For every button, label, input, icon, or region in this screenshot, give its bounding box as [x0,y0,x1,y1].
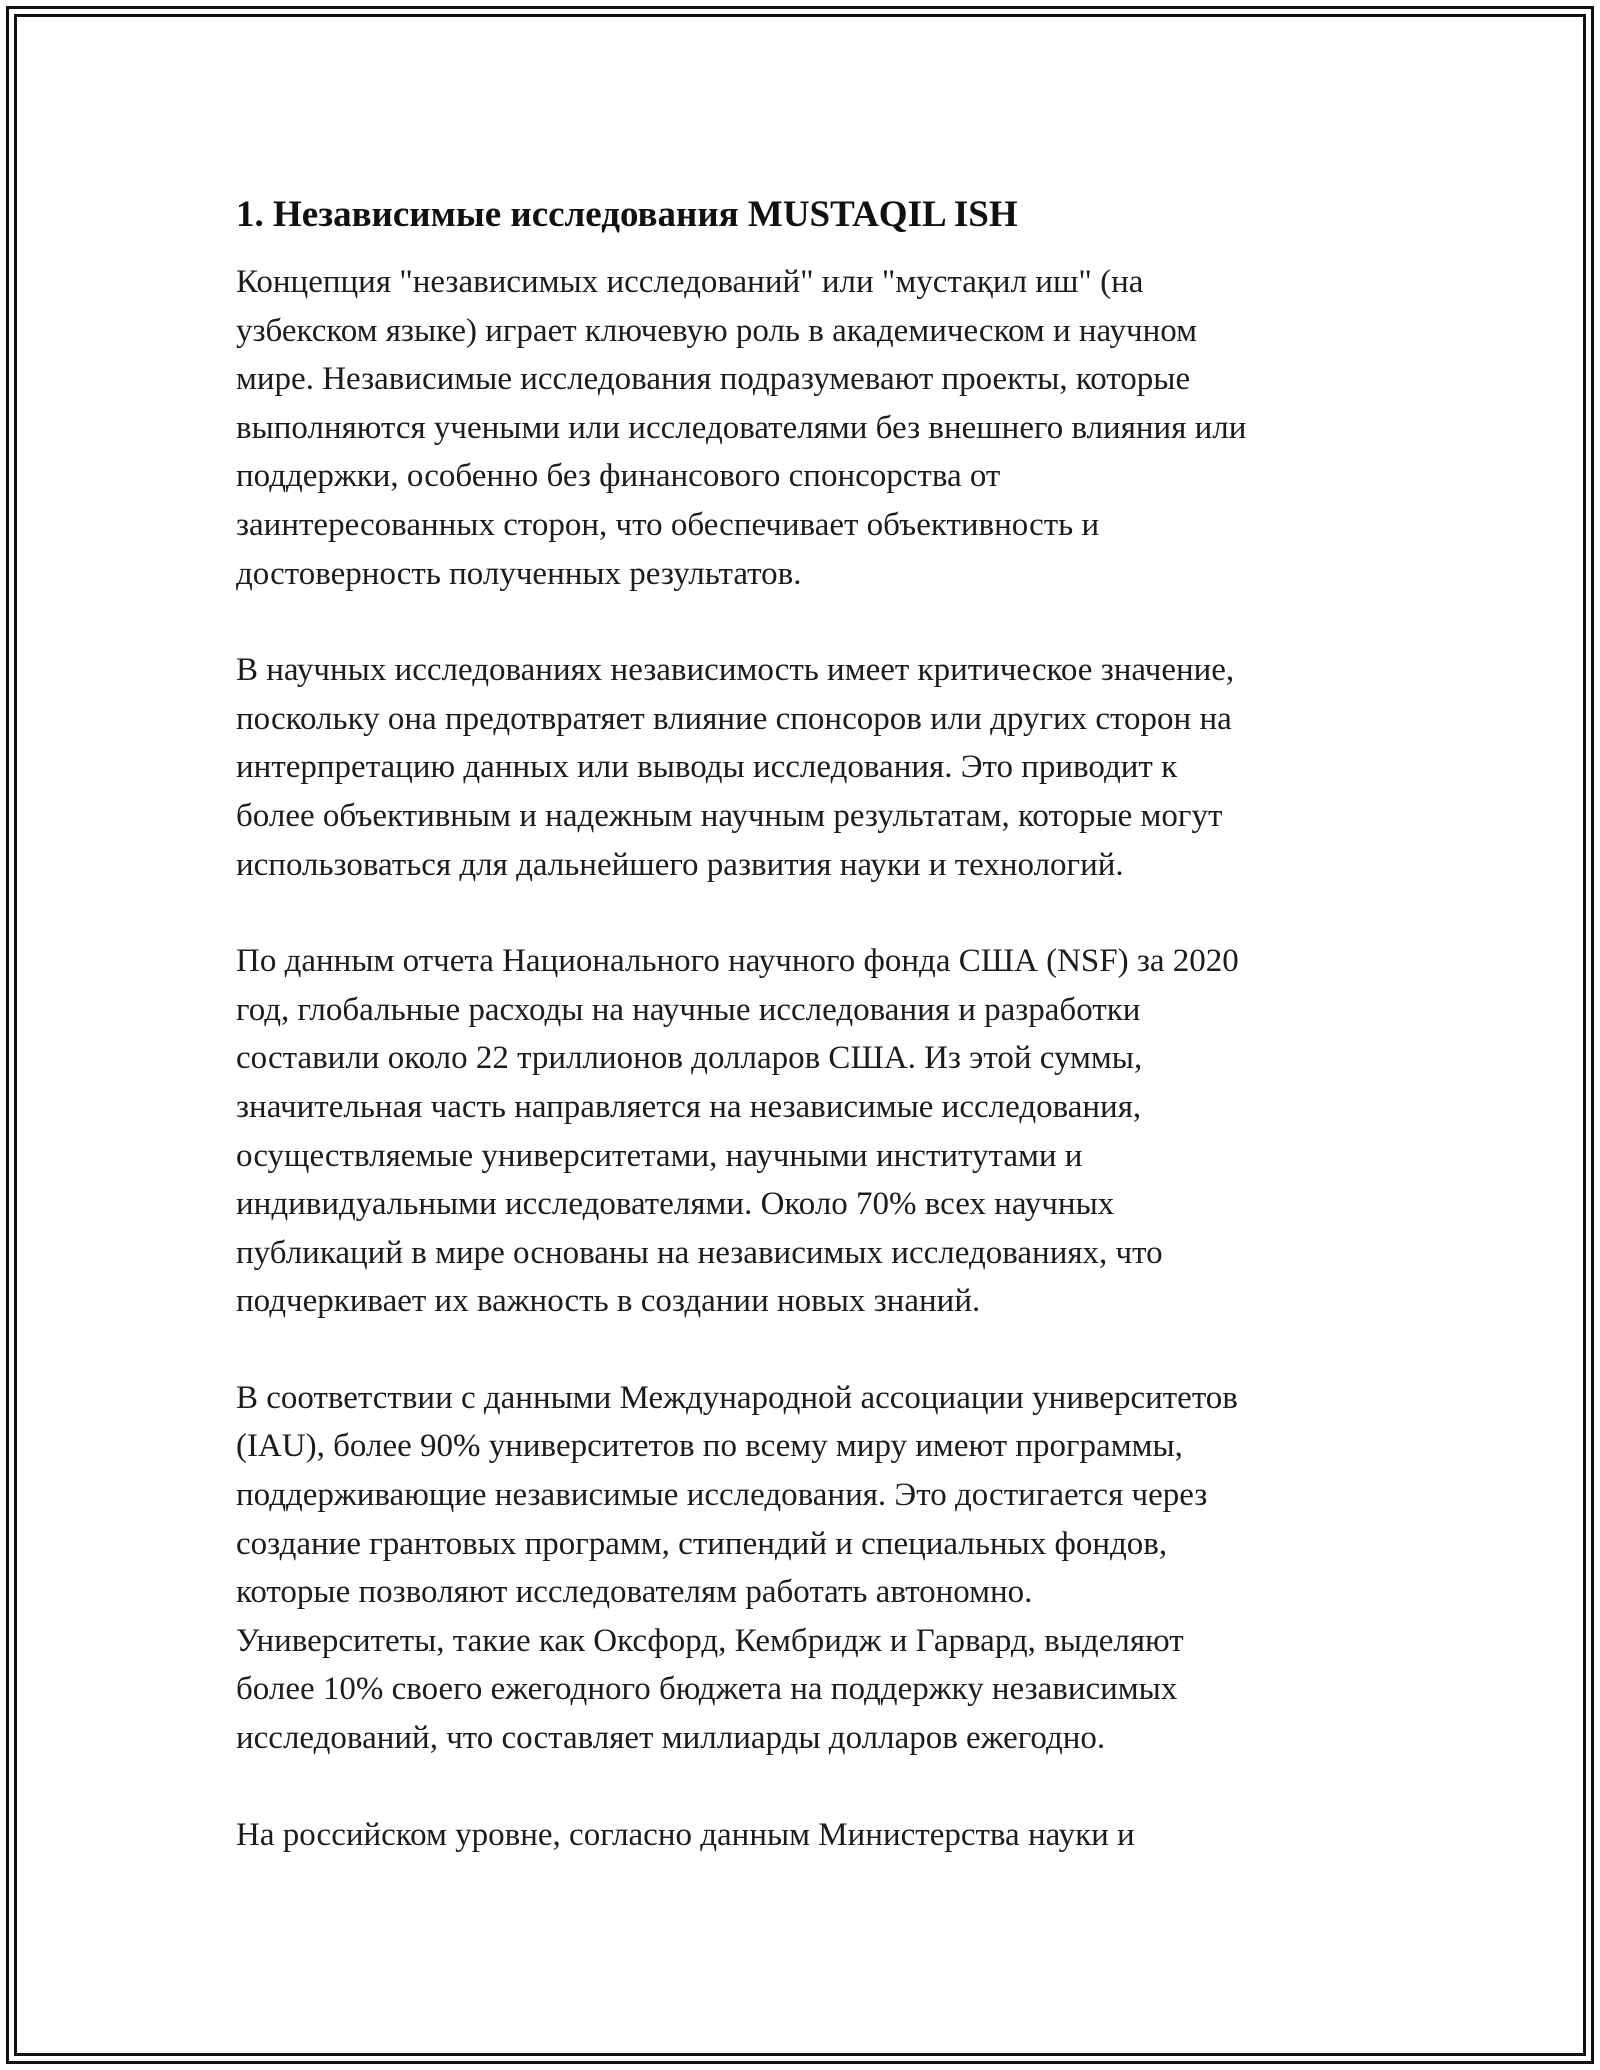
text-line: индивидуальными исследователями. Около 70% всех научных [236,1186,1115,1223]
text-line: подчеркивает их важность в создании новых знаний. [236,1283,981,1320]
text-line: В научных исследованиях независимость имеет критическое значение, [236,652,1235,689]
text-line: год, глобальные расходы на научные исследования и разработки [236,991,1141,1028]
text-line: (IAU), более 90% университетов по всему миру имеют программы, [236,1428,1183,1465]
text-line: осуществляемые университетами, научными институтами и [236,1137,1083,1174]
text-line: выполняются учеными или исследователями без внешнего влияния или [236,409,1247,446]
paragraph [236,937,1376,1326]
text-line: исследований, что составляет миллиарды долларов ежегодно. [236,1720,1106,1757]
text-line: создание грантовых программ, стипендий и специальных фондов, [236,1525,1168,1562]
text-line: Университеты, такие как Оксфорд, Кембридж и Гарвард, выделяют [236,1622,1184,1659]
text-line: На российском уровне, согласно данным Министерства науки и [236,1816,1135,1853]
paragraph [236,258,1376,598]
text-line: публикаций в мире основаны на независимых исследованиях, что [236,1234,1163,1271]
text-line: Концепция "независимых исследований" или "мустақил иш" (на [236,264,1144,300]
text-line: интерпретацию данных или выводы исследования. Это приводит к [236,749,1178,786]
text-line: составили около 22 триллионов долларов США. Из этой суммы, [236,1040,1143,1077]
text-line: мире. Независимые исследования подразумевают проекты, которые [236,361,1191,398]
text-line: В соответствии с данными Международной ассоциации университетов [236,1379,1238,1416]
text-line: По данным отчета Национального научного фонда США (NSF) за 2020 [236,943,1239,980]
text-line: поскольку она предотвратяет влияние спонсоров или других сторон на [236,700,1232,737]
text-line: которые позволяют исследователям работать автономно. [236,1574,1033,1611]
text-line: использоваться для дальнейшего развития науки и технологий. [236,846,1124,883]
text-line: значительная часть направляется на независимые исследования, [236,1088,1142,1125]
document-page [236,190,1376,1907]
document-body [236,258,1376,1859]
section-heading: 1. Независимые исследования MUSTAQIL ISH [236,194,1018,235]
text-line: поддерживающие независимые исследования. Это достигается через [236,1477,1208,1514]
text-line: поддержки, особенно без финансового спонсорства от [236,458,1001,495]
paragraph [236,646,1376,889]
paragraph [236,1811,1376,1860]
text-line: более 10% своего ежегодного бюджета на поддержку независимых [236,1671,1178,1708]
text-line: достоверность полученных результатов. [236,555,802,592]
text-line: заинтересованных сторон, что обеспечивает объективность и [236,506,1100,543]
text-line: более объективным и надежным научным результатам, которые могут [236,797,1223,834]
text-line: узбекском языке) играет ключевую роль в академическом и научном [236,312,1197,349]
paragraph [236,1374,1376,1763]
